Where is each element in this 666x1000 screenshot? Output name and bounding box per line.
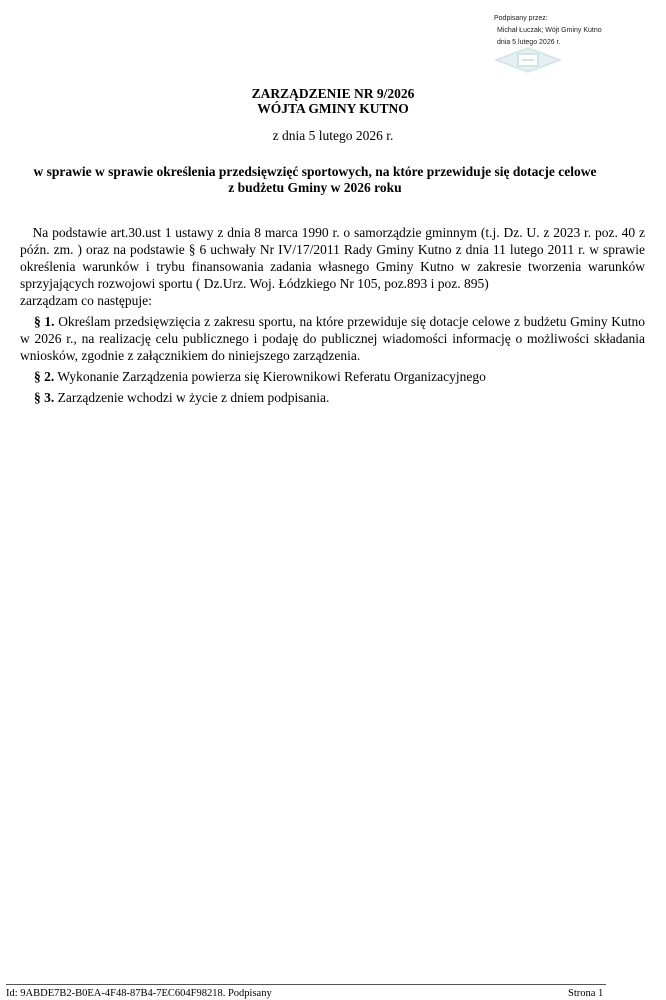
signature-signer: Michał Łuczak; Wójt Gminy Kutno [497,27,602,34]
subject-line-1: w sprawie w sprawie określenia przedsięwzięć sportowych, na które przewiduje się dotacje celowe [33,164,597,179]
section-1-mark: § 1. [34,314,55,329]
footer-page-number: Strona 1 [568,988,604,999]
signature-date: dnia 5 lutego 2026 r. [497,39,561,46]
section-3-mark: § 3. [34,390,55,405]
footer-divider [6,984,606,985]
title-line-1: ZARZĄDZENIE NR 9/2026 [251,86,415,101]
section-2-mark: § 2. [34,369,55,384]
legal-basis-paragraph [20,224,645,292]
section-2-text: Wykonanie Zarządzenia powierza się Kierownikowi Referatu Organizacyjnego [57,369,486,384]
section-1 [20,313,645,364]
section-3 [20,389,645,406]
footer-document-id: Id: 9ABDE7B2-B0EA-4F48-87B4-7EC604F98218. Podpisany [6,988,272,999]
section-1-text: Określam przedsięwzięcia z zakresu sportu, na które przewiduje się dotacje celowe z budżetu Gminy Kutno w 2026 r., na realizację celu publicznego i podaję do publicznej wiadomości informację o możliwości składania wniosków, zgodnie z załącznikiem do niniejszego zarządzenia. [20,314,645,363]
document-title [0,86,666,116]
section-2 [20,368,645,385]
subject-line-2: z budżetu Gminy w 2026 roku [228,180,402,195]
document-body [20,224,645,406]
signature-label: Podpisany przez: [494,15,548,22]
document-subject [0,164,630,196]
section-3-text: Zarządzenie wchodzi w życie z dniem podpisania. [57,390,330,405]
document-date: z dnia 5 lutego 2026 r. [272,128,394,143]
legal-basis-text: Na podstawie art.30.ust 1 ustawy z dnia 8 marca 1990 r. o samorządzie gminnym (t.j. Dz. U. z 2023 r. poz. 40 z późn. zm. ) oraz na podstawie § 6 uchwały Nr IV/17/2011 Rady Gminy Kutno z dnia 11 lutego 2011 r. w sprawie określenia warunków i trybu finansowania zadania własnego Gminy Kutno w zakresie tworzenia warunków sprzyjających rozwojowi sportu ( Dz.Urz. Woj. Łódzkiego Nr 105, poz.893 i poz. 895) [20,225,646,291]
signature-stamp-icon [494,47,562,73]
title-line-2: WÓJTA GMINY KUTNO [257,101,409,116]
electronic-signature-block [494,13,664,49]
enactment-formula: zarządzam co następuje: [20,293,152,308]
